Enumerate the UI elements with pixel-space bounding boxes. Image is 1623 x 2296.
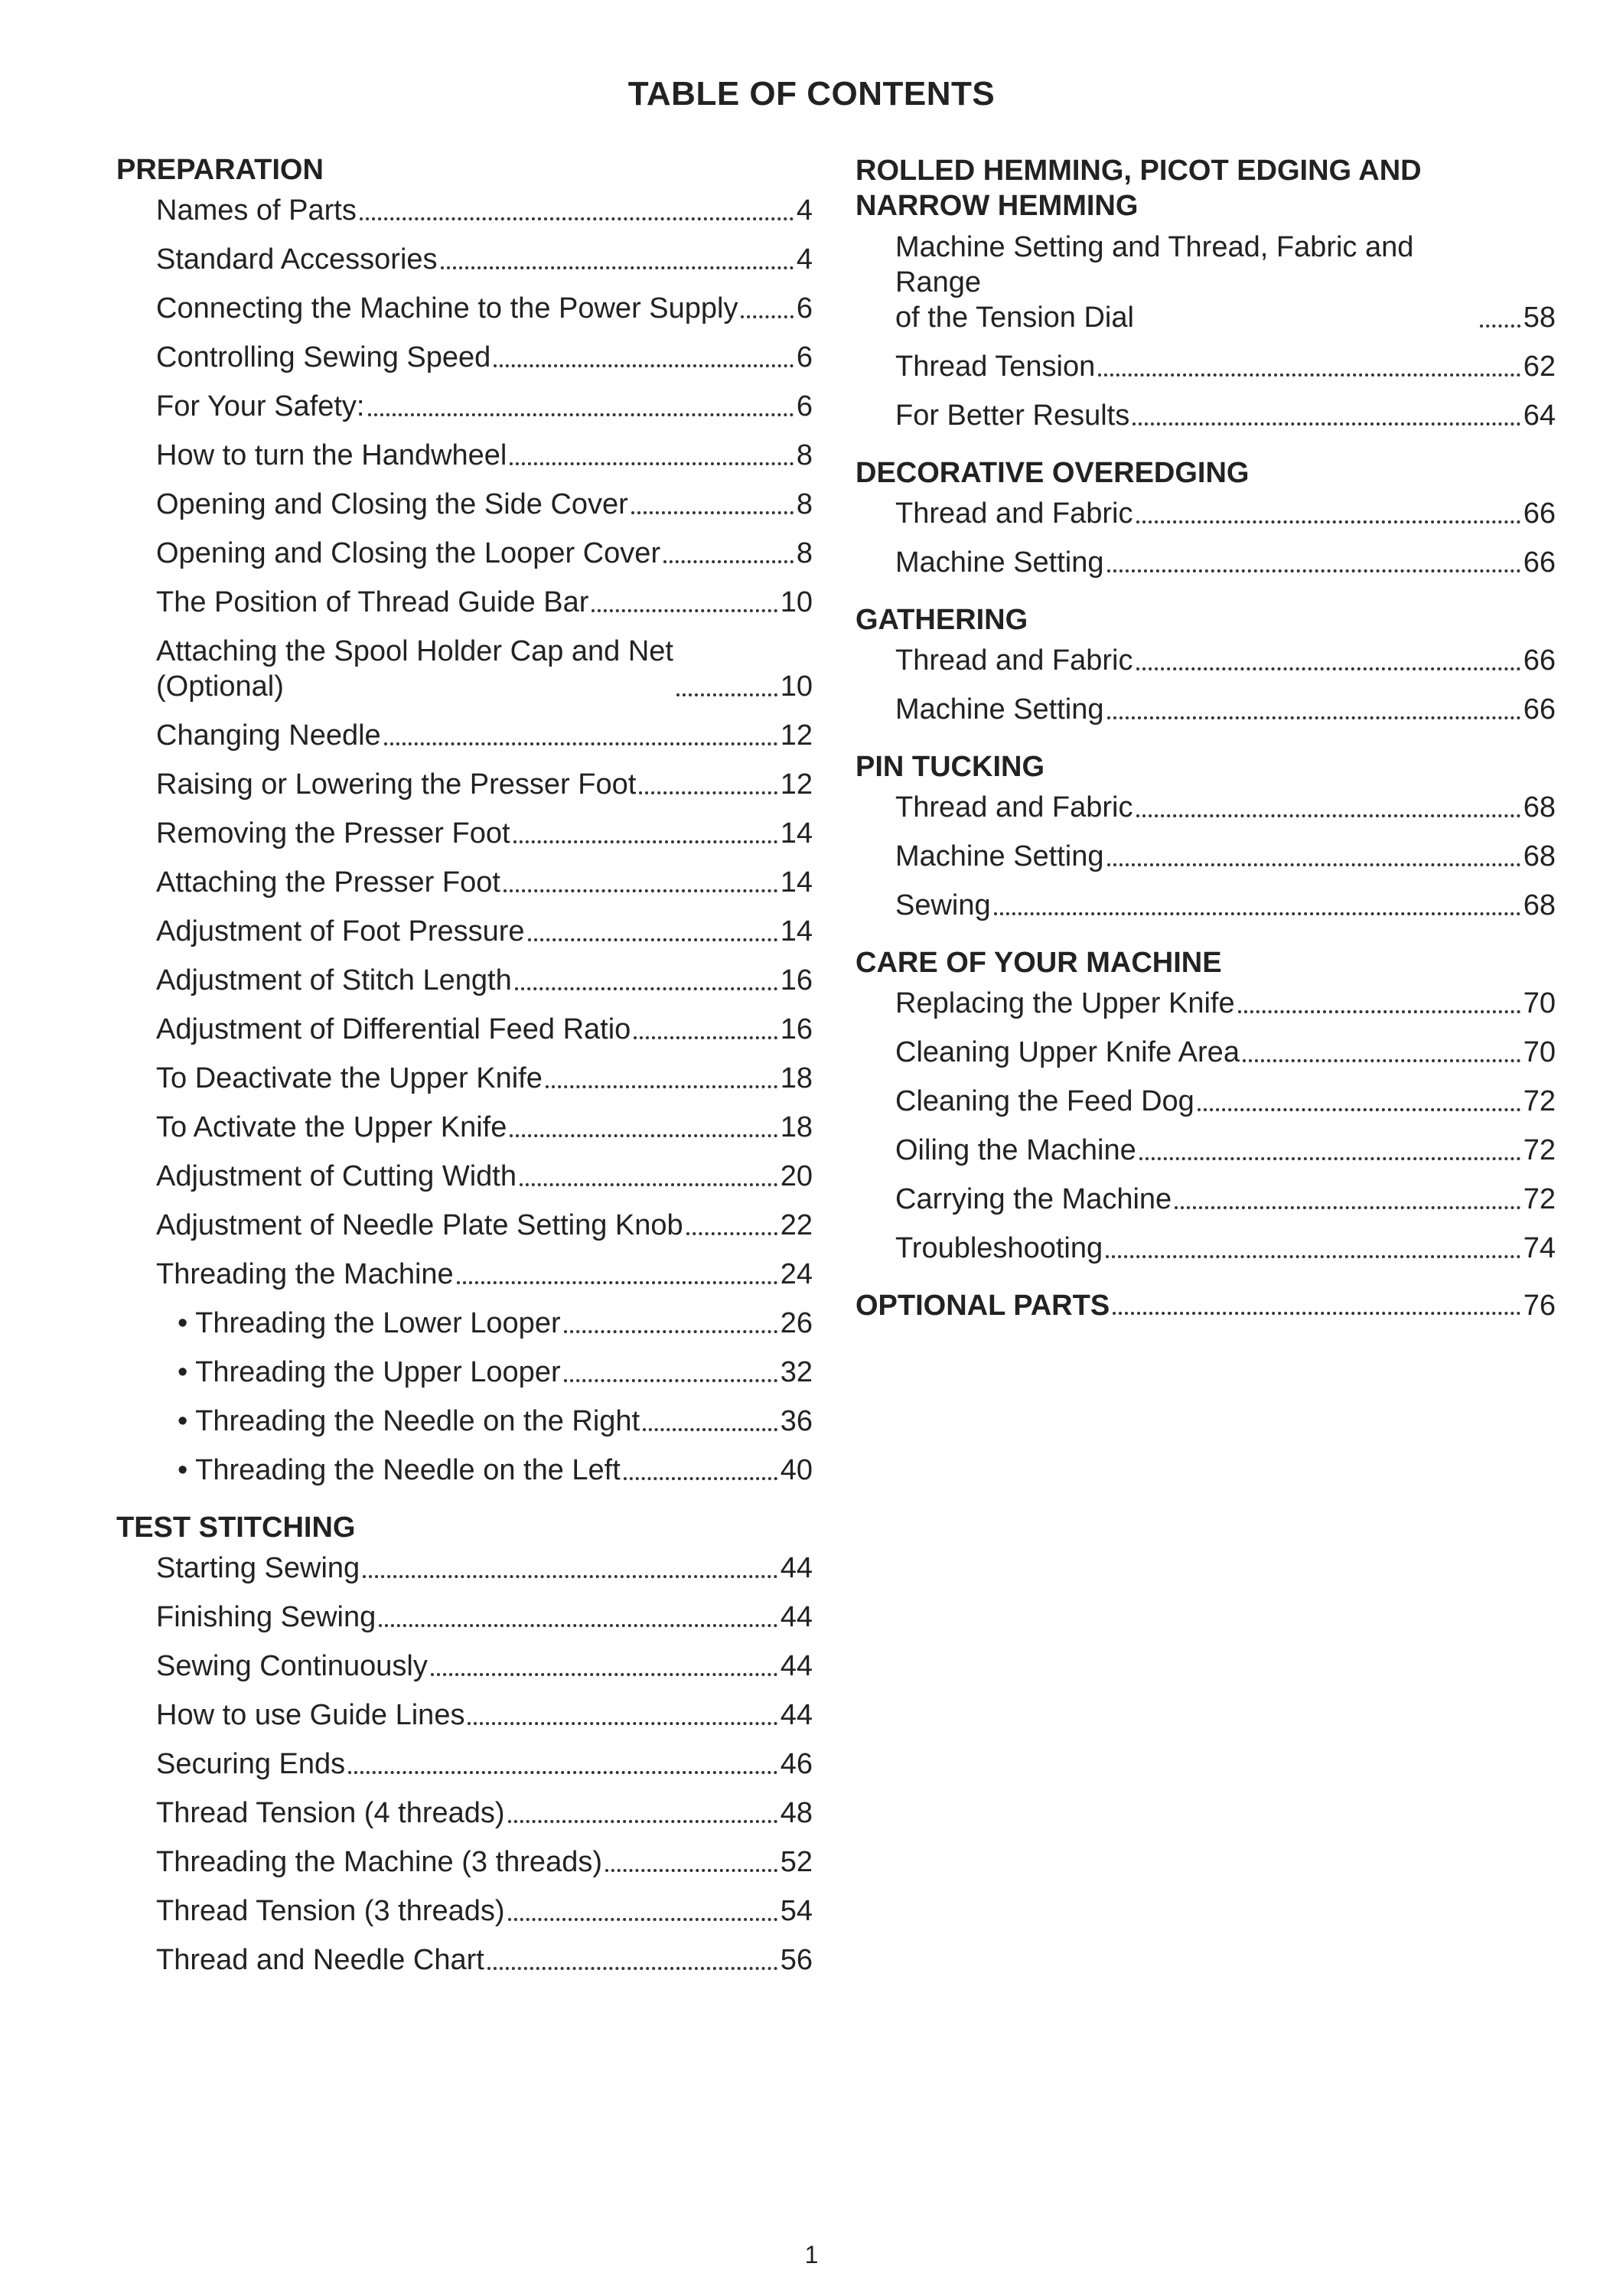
toc-entry[interactable] — [855, 349, 1556, 384]
dot-leader — [605, 1869, 777, 1872]
page-number: 54 — [780, 1895, 813, 1927]
toc-right-sections — [855, 153, 1556, 1266]
toc-entry[interactable] — [855, 1035, 1556, 1070]
page-number: 4 — [796, 194, 813, 227]
entry-label: Thread Tension (4 threads) — [156, 1797, 505, 1829]
toc-entry[interactable] — [116, 1649, 813, 1684]
toc-right-column — [855, 153, 1556, 1322]
entry-label: Machine Setting and Thread, Fabric and Range of the Tension Dial — [895, 231, 1414, 334]
page-footer-number: 1 — [804, 2241, 819, 2268]
entry-label: Connecting the Machine to the Power Supply — [156, 292, 738, 325]
entry-label: • Threading the Needle on the Right — [178, 1405, 640, 1437]
toc-entry[interactable] — [116, 963, 813, 998]
dot-leader — [348, 1771, 777, 1774]
entry-label: Thread Tension — [895, 351, 1096, 383]
entry-label: • Threading the Lower Looper — [178, 1307, 561, 1339]
toc-section-preparation — [116, 153, 813, 1488]
toc-entry[interactable] — [116, 1746, 813, 1782]
entry-label: Troubleshooting — [895, 1232, 1103, 1264]
toc-entry[interactable] — [116, 487, 813, 522]
dot-leader — [520, 1183, 777, 1186]
toc-entry[interactable] — [855, 1182, 1556, 1217]
section-heading: TEST STITCHING — [116, 1512, 356, 1544]
entry-label: Controlling Sewing Speed — [156, 341, 491, 373]
dot-leader — [1136, 520, 1520, 523]
entry-label: Threading the Machine — [156, 1258, 454, 1290]
toc-section-gathering — [855, 603, 1556, 727]
entry-label: Adjustment of Differential Feed Ratio — [156, 1013, 631, 1045]
dot-leader — [508, 1820, 777, 1823]
dot-leader — [368, 413, 794, 416]
toc-entry[interactable] — [855, 1231, 1556, 1266]
entry-label: Thread Tension (3 threads) — [156, 1895, 505, 1927]
toc-section-test-stitching — [116, 1511, 813, 1978]
dot-leader — [546, 1085, 777, 1088]
dot-leader — [363, 1575, 777, 1578]
entry-label: Thread and Fabric — [895, 644, 1133, 677]
toc-entry[interactable] — [116, 340, 813, 375]
dot-leader — [1107, 716, 1520, 719]
entry-label: Adjustment of Cutting Width — [156, 1160, 517, 1192]
entry-label: Attaching the Spool Holder Cap and Net (Optional) — [156, 635, 673, 703]
entry-label: How to turn the Handwheel — [156, 439, 507, 471]
page-number: 14 — [780, 866, 813, 899]
entry-label: For Your Safety: — [156, 390, 365, 422]
page-number: 68 — [1523, 840, 1556, 872]
page-number: 72 — [1523, 1134, 1556, 1166]
page-number: 56 — [780, 1944, 813, 1976]
toc-entry[interactable] — [855, 692, 1556, 727]
entry-label: Raising or Lowering the Presser Foot — [156, 768, 637, 801]
page-number: 44 — [780, 1699, 813, 1731]
toc-entry[interactable] — [116, 767, 813, 802]
dot-leader — [994, 912, 1520, 915]
toc-section-decorative-overedging — [855, 456, 1556, 580]
page-number: 74 — [1523, 1232, 1556, 1264]
dot-leader — [1175, 1206, 1520, 1209]
section-heading: GATHERING — [855, 604, 1028, 636]
entry-label: Sewing — [895, 889, 991, 921]
page-number: 44 — [780, 1552, 813, 1584]
section-heading: OPTIONAL PARTS — [855, 1290, 1110, 1322]
entry-label: To Activate the Upper Knife — [156, 1111, 507, 1143]
entry-label: Attaching the Presser Foot — [156, 866, 500, 899]
page-number: 4 — [796, 243, 813, 276]
page-number: 36 — [780, 1405, 813, 1437]
entry-label: Oiling the Machine — [895, 1134, 1136, 1166]
page-number: 8 — [796, 488, 813, 520]
page-number: 44 — [780, 1650, 813, 1682]
dot-leader — [1136, 814, 1520, 817]
dot-leader — [457, 1281, 777, 1284]
page-number: 32 — [780, 1356, 813, 1388]
entry-label: For Better Results — [895, 400, 1130, 432]
entry-label: Starting Sewing — [156, 1552, 360, 1584]
entry-label: To Deactivate the Upper Knife — [156, 1062, 543, 1094]
dot-leader — [510, 462, 793, 465]
page-number: 64 — [1523, 400, 1556, 432]
page-number: 8 — [796, 537, 813, 569]
page-number: 58 — [1523, 302, 1556, 334]
entry-label: Machine Setting — [895, 840, 1104, 872]
toc-entry[interactable] — [855, 1084, 1556, 1119]
page-number: 62 — [1523, 351, 1556, 383]
dot-leader — [431, 1673, 777, 1676]
toc-entry[interactable] — [116, 438, 813, 473]
dot-leader — [1113, 1312, 1520, 1315]
toc-entry[interactable] — [855, 643, 1556, 678]
page-number: 76 — [1523, 1290, 1556, 1322]
page-number: 70 — [1523, 1036, 1556, 1068]
toc-entry[interactable] — [116, 536, 813, 571]
toc-entry[interactable] — [116, 1355, 813, 1390]
entry-label: Thread and Fabric — [895, 791, 1133, 823]
toc-entry[interactable] — [116, 1110, 813, 1145]
page-number: 48 — [780, 1797, 813, 1829]
page-number: 68 — [1523, 889, 1556, 921]
dot-leader — [1136, 667, 1520, 670]
dot-leader — [504, 889, 777, 892]
page-number: 20 — [780, 1160, 813, 1192]
toc-entry[interactable] — [116, 1159, 813, 1194]
toc-entry[interactable] — [855, 790, 1556, 825]
page-number: 10 — [780, 586, 813, 618]
page-number: 12 — [780, 719, 813, 752]
dot-leader — [686, 1232, 777, 1235]
toc-section-rolled-hemming-picot-edging-and-narrow-hemming — [855, 153, 1556, 433]
entry-label: Securing Ends — [156, 1748, 346, 1780]
dot-leader — [1480, 325, 1520, 328]
toc-entry[interactable] — [855, 888, 1556, 923]
toc-entry[interactable] — [116, 1942, 813, 1978]
toc-entry[interactable] — [116, 1893, 813, 1929]
entry-label: Cleaning Upper Knife Area — [895, 1036, 1240, 1068]
toc-entry[interactable] — [116, 1306, 813, 1341]
dot-leader — [592, 609, 777, 612]
page-number: 52 — [780, 1846, 813, 1878]
section-heading: DECORATIVE OVEREDGING — [855, 457, 1250, 489]
entry-label: Removing the Presser Foot — [156, 817, 510, 850]
dot-leader — [1107, 863, 1520, 866]
page-number: 12 — [780, 768, 813, 801]
dot-leader — [634, 1036, 777, 1039]
toc-entry[interactable] — [116, 1404, 813, 1439]
entry-label: Adjustment of Stitch Length — [156, 964, 512, 996]
toc-section-pin-tucking — [855, 750, 1556, 923]
dot-leader — [508, 1918, 777, 1921]
dot-leader — [494, 364, 794, 367]
dot-leader — [487, 1967, 777, 1970]
dot-leader — [564, 1379, 777, 1382]
entry-label: How to use Guide Lines — [156, 1699, 465, 1731]
page-number: 66 — [1523, 644, 1556, 677]
toc-entry[interactable] — [855, 986, 1556, 1021]
page-number: 44 — [780, 1601, 813, 1633]
entry-label: Machine Setting — [895, 693, 1104, 726]
section-heading: ROLLED HEMMING, PICOT EDGING AND NARROW HEMMING — [855, 155, 1422, 222]
page-number: 70 — [1523, 987, 1556, 1019]
dot-leader — [468, 1722, 777, 1725]
toc-entry[interactable] — [116, 1257, 813, 1292]
dot-leader — [639, 791, 777, 794]
page-number: 40 — [780, 1454, 813, 1486]
dot-leader — [1106, 1255, 1520, 1258]
dot-leader — [513, 840, 777, 843]
dot-leader — [643, 1428, 777, 1431]
page-number: 6 — [796, 390, 813, 422]
toc-entry[interactable] — [855, 496, 1556, 531]
dot-leader — [676, 693, 777, 696]
page-number: 66 — [1523, 693, 1556, 726]
page-number: 24 — [780, 1258, 813, 1290]
dot-leader — [631, 511, 794, 514]
dot-leader — [1243, 1059, 1520, 1062]
toc-entry[interactable] — [116, 634, 813, 704]
toc-entry[interactable] — [116, 1012, 813, 1047]
entry-label: • Threading the Upper Looper — [178, 1356, 561, 1388]
dot-leader — [384, 742, 777, 745]
page-number: 14 — [780, 915, 813, 947]
dot-leader — [1198, 1108, 1520, 1111]
dot-leader — [1133, 422, 1520, 426]
toc-entry[interactable] — [116, 291, 813, 326]
toc-entry[interactable] — [116, 1551, 813, 1586]
entry-label: Thread and Needle Chart — [156, 1944, 484, 1976]
page-number: 72 — [1523, 1085, 1556, 1117]
entry-label: Finishing Sewing — [156, 1601, 376, 1633]
toc-entry[interactable] — [116, 865, 813, 900]
toc-entry[interactable] — [116, 242, 813, 277]
section-heading: PREPARATION — [116, 154, 324, 186]
dot-leader — [515, 987, 777, 990]
toc-entry[interactable] — [855, 1133, 1556, 1168]
toc-section-optional-parts[interactable] — [855, 1289, 1556, 1322]
dot-leader — [624, 1477, 777, 1480]
dot-leader — [741, 315, 793, 318]
toc-entry[interactable] — [116, 718, 813, 753]
page-number: 22 — [780, 1209, 813, 1241]
toc-entry[interactable] — [116, 585, 813, 620]
dot-leader — [441, 266, 794, 269]
page-number: 16 — [780, 964, 813, 996]
dot-leader — [1139, 1157, 1520, 1160]
toc-entry[interactable] — [116, 1795, 813, 1831]
entry-label: Machine Setting — [895, 546, 1104, 579]
toc-entry[interactable] — [116, 1600, 813, 1635]
dot-leader — [360, 217, 794, 220]
dot-leader — [379, 1624, 777, 1627]
page-number: 6 — [796, 341, 813, 373]
toc-entry[interactable] — [116, 1208, 813, 1243]
entry-label: Carrying the Machine — [895, 1183, 1172, 1215]
page-number: 72 — [1523, 1183, 1556, 1215]
toc-entry[interactable] — [855, 839, 1556, 874]
entry-label: The Position of Thread Guide Bar — [156, 586, 589, 618]
dot-leader — [510, 1134, 777, 1137]
dot-leader — [663, 560, 794, 563]
dot-leader — [1238, 1010, 1520, 1013]
entry-label: Cleaning the Feed Dog — [895, 1085, 1194, 1117]
toc-entry[interactable] — [116, 1844, 813, 1880]
page-number: 46 — [780, 1748, 813, 1780]
page-number: 26 — [780, 1307, 813, 1339]
dot-leader — [528, 938, 777, 941]
entry-label: Thread and Fabric — [895, 497, 1133, 530]
page-number: 18 — [780, 1111, 813, 1143]
entry-label: Adjustment of Needle Plate Setting Knob — [156, 1209, 683, 1241]
toc-left-column — [116, 153, 813, 2001]
page-number: 6 — [796, 292, 813, 325]
toc-entry[interactable] — [116, 816, 813, 851]
dot-leader — [564, 1330, 777, 1333]
entry-label: Replacing the Upper Knife — [895, 987, 1235, 1019]
page-number: 10 — [780, 670, 813, 703]
entry-label: Standard Accessories — [156, 243, 438, 276]
page-number: 8 — [796, 439, 813, 471]
page-title: TABLE OF CONTENTS — [627, 75, 996, 113]
entry-label: Opening and Closing the Side Cover — [156, 488, 628, 520]
page-number: 66 — [1523, 546, 1556, 579]
entry-label: Opening and Closing the Looper Cover — [156, 537, 661, 569]
toc-entry[interactable] — [855, 545, 1556, 580]
entry-label: Names of Parts — [156, 194, 357, 227]
entry-label: Changing Needle — [156, 719, 381, 752]
toc-entry[interactable] — [116, 1453, 813, 1488]
toc-entry[interactable] — [116, 1698, 813, 1733]
toc-entry[interactable] — [855, 230, 1556, 335]
page-number: 68 — [1523, 791, 1556, 823]
section-heading: CARE OF YOUR MACHINE — [855, 947, 1222, 979]
page-number: 18 — [780, 1062, 813, 1094]
page-number: 16 — [780, 1013, 813, 1045]
toc-entry[interactable] — [116, 389, 813, 424]
toc-entry[interactable] — [116, 193, 813, 228]
dot-leader — [1107, 569, 1520, 572]
entry-label: Sewing Continuously — [156, 1650, 428, 1682]
entry-label: Threading the Machine (3 threads) — [156, 1846, 602, 1878]
page-number: 66 — [1523, 497, 1556, 530]
toc-entry[interactable] — [116, 914, 813, 949]
toc-entry[interactable] — [116, 1061, 813, 1096]
page-number: 14 — [780, 817, 813, 850]
dot-leader — [1098, 373, 1520, 377]
entry-label: Adjustment of Foot Pressure — [156, 915, 525, 947]
section-heading: PIN TUCKING — [855, 751, 1045, 783]
entry-label: • Threading the Needle on the Left — [178, 1454, 621, 1486]
toc-entry[interactable] — [855, 398, 1556, 433]
toc-section-care-of-your-machine — [855, 946, 1556, 1266]
